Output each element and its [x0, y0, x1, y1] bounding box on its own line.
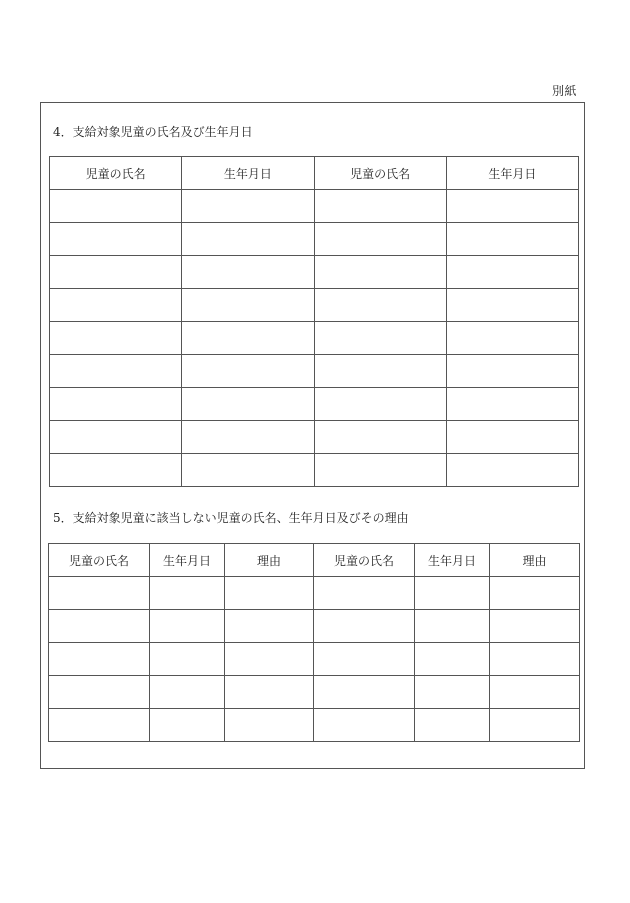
blank-entry-cell[interactable] [225, 709, 314, 742]
table-row [50, 355, 579, 388]
blank-entry-cell[interactable] [50, 454, 182, 487]
column-header-child-name: 児童の氏名 [50, 157, 182, 190]
blank-entry-cell[interactable] [490, 643, 580, 676]
blank-entry-cell[interactable] [182, 289, 314, 322]
blank-entry-cell[interactable] [415, 610, 490, 643]
column-header-child-name: 児童の氏名 [314, 157, 446, 190]
blank-entry-cell[interactable] [446, 223, 578, 256]
table-row [49, 610, 580, 643]
table-row [49, 676, 580, 709]
blank-entry-cell[interactable] [150, 643, 225, 676]
blank-entry-cell[interactable] [50, 355, 182, 388]
table-row [50, 388, 579, 421]
blank-entry-cell[interactable] [415, 577, 490, 610]
column-header-birthdate: 生年月日 [182, 157, 314, 190]
table-row [50, 289, 579, 322]
blank-entry-cell[interactable] [50, 421, 182, 454]
column-header-birthdate: 生年月日 [415, 544, 490, 577]
blank-entry-cell[interactable] [314, 190, 446, 223]
blank-entry-cell[interactable] [314, 643, 415, 676]
blank-entry-cell[interactable] [182, 322, 314, 355]
blank-entry-cell[interactable] [490, 676, 580, 709]
blank-entry-cell[interactable] [446, 256, 578, 289]
blank-entry-cell[interactable] [314, 388, 446, 421]
blank-entry-cell[interactable] [446, 388, 578, 421]
blank-entry-cell[interactable] [150, 709, 225, 742]
blank-entry-cell[interactable] [415, 643, 490, 676]
column-header-child-name: 児童の氏名 [49, 544, 150, 577]
column-header-child-name: 児童の氏名 [314, 544, 415, 577]
form-frame [40, 102, 585, 769]
section-5-heading: 5．支給対象児童に該当しない児童の氏名、生年月日及びその理由 [53, 511, 409, 525]
blank-entry-cell[interactable] [150, 577, 225, 610]
blank-entry-cell[interactable] [225, 577, 314, 610]
blank-entry-cell[interactable] [490, 709, 580, 742]
column-header-reason: 理由 [225, 544, 314, 577]
blank-entry-cell[interactable] [50, 223, 182, 256]
blank-entry-cell[interactable] [314, 289, 446, 322]
blank-entry-cell[interactable] [49, 676, 150, 709]
section-4-heading: 4．支給対象児童の氏名及び生年月日 [53, 125, 253, 139]
blank-entry-cell[interactable] [150, 610, 225, 643]
table-header-row [50, 157, 579, 190]
ineligible-children-table [48, 543, 580, 742]
blank-entry-cell[interactable] [490, 577, 580, 610]
blank-entry-cell[interactable] [314, 577, 415, 610]
blank-entry-cell[interactable] [182, 190, 314, 223]
blank-entry-cell[interactable] [49, 577, 150, 610]
column-header-reason: 理由 [490, 544, 580, 577]
blank-entry-cell[interactable] [225, 643, 314, 676]
blank-entry-cell[interactable] [314, 709, 415, 742]
table-row [49, 643, 580, 676]
blank-entry-cell[interactable] [49, 643, 150, 676]
blank-entry-cell[interactable] [182, 256, 314, 289]
blank-entry-cell[interactable] [49, 709, 150, 742]
blank-entry-cell[interactable] [314, 454, 446, 487]
table-header-row [49, 544, 580, 577]
table-row [49, 577, 580, 610]
blank-entry-cell[interactable] [314, 256, 446, 289]
blank-entry-cell[interactable] [415, 676, 490, 709]
attachment-label: 別紙 [552, 84, 578, 98]
column-header-birthdate: 生年月日 [446, 157, 578, 190]
blank-entry-cell[interactable] [490, 610, 580, 643]
blank-entry-cell[interactable] [314, 676, 415, 709]
blank-entry-cell[interactable] [50, 388, 182, 421]
blank-entry-cell[interactable] [314, 223, 446, 256]
blank-entry-cell[interactable] [446, 289, 578, 322]
blank-entry-cell[interactable] [182, 223, 314, 256]
blank-entry-cell[interactable] [49, 610, 150, 643]
table-row [50, 190, 579, 223]
blank-entry-cell[interactable] [314, 610, 415, 643]
blank-entry-cell[interactable] [446, 421, 578, 454]
blank-entry-cell[interactable] [50, 256, 182, 289]
table-row [49, 709, 580, 742]
table-row [50, 322, 579, 355]
children-table [49, 156, 579, 487]
blank-entry-cell[interactable] [314, 355, 446, 388]
blank-entry-cell[interactable] [314, 421, 446, 454]
blank-entry-cell[interactable] [225, 610, 314, 643]
blank-entry-cell[interactable] [225, 676, 314, 709]
blank-entry-cell[interactable] [50, 322, 182, 355]
blank-entry-cell[interactable] [50, 190, 182, 223]
table-row [50, 454, 579, 487]
table-row [50, 256, 579, 289]
blank-entry-cell[interactable] [182, 421, 314, 454]
blank-entry-cell[interactable] [314, 322, 446, 355]
table-row [50, 223, 579, 256]
blank-entry-cell[interactable] [415, 709, 490, 742]
blank-entry-cell[interactable] [446, 454, 578, 487]
blank-entry-cell[interactable] [446, 355, 578, 388]
blank-entry-cell[interactable] [50, 289, 182, 322]
blank-entry-cell[interactable] [446, 190, 578, 223]
blank-entry-cell[interactable] [446, 322, 578, 355]
blank-entry-cell[interactable] [182, 355, 314, 388]
column-header-birthdate: 生年月日 [150, 544, 225, 577]
blank-entry-cell[interactable] [182, 388, 314, 421]
table-row [50, 421, 579, 454]
blank-entry-cell[interactable] [150, 676, 225, 709]
blank-entry-cell[interactable] [182, 454, 314, 487]
